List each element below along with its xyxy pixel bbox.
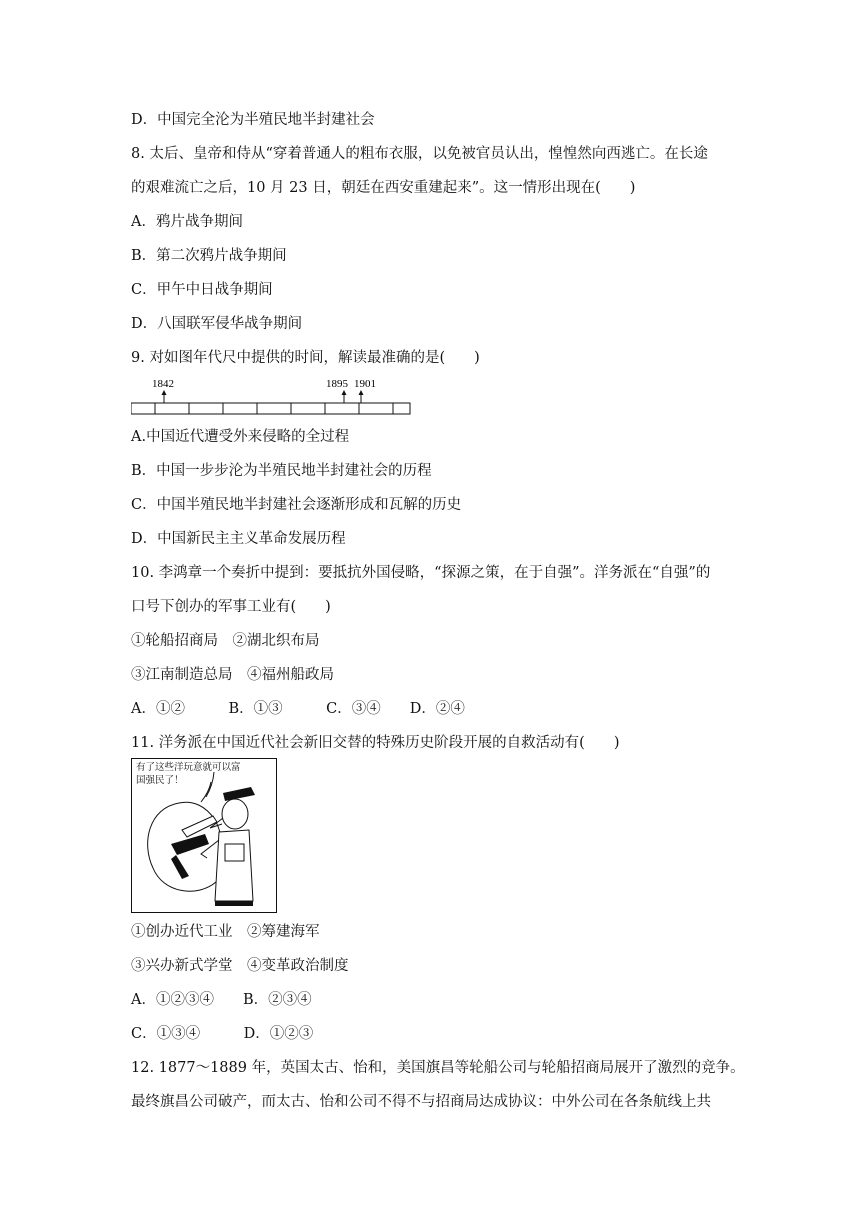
q9-stem: 9. 对如图年代尺中提供的时间，解读最准确的是( ) (131, 350, 480, 366)
q10-item-1-2: ①轮船招商局 ②湖北织布局 (131, 633, 320, 649)
q9-option-d: D．中国新民主主义革命发展历程 (131, 531, 346, 547)
cartoon-figure (131, 758, 277, 913)
timeline-label-1901: 1901 (354, 378, 376, 390)
q12-stem-line1: 12. 1877～1889 年，英国太古、怡和，美国旗昌等轮船公司与轮船招商局展开了激烈的竞争。 (131, 1060, 745, 1076)
q10-options: A．①② B．①③ C．③④ D．②④ (131, 701, 465, 717)
q10-stem-line2: 口号下创办的军事工业有( ) (131, 599, 331, 615)
q8-option-d: D．八国联军侵华战争期间 (131, 316, 303, 332)
q8-option-a: A．鸦片战争期间 (131, 214, 243, 230)
q11-item-3-4: ③兴办新式学堂 ④变革政治制度 (131, 958, 349, 974)
q7-option-d: D．中国完全沦为半殖民地半封建社会 (131, 112, 375, 128)
q12-stem-line2: 最终旗昌公司破产，而太古、怡和公司不得不与招商局达成协议：中外公司在各条航线上共 (131, 1094, 711, 1110)
q8-option-c: C．甲午中日战争期间 (131, 282, 273, 298)
timeline-figure (131, 373, 413, 418)
q9-option-a: A.中国近代遭受外来侵略的全过程 (131, 429, 350, 445)
q11-item-1-2: ①创办近代工业 ②筹建海军 (131, 924, 320, 940)
q8-stem-line1: 8. 太后、皇帝和侍从“穿着普通人的粗布衣服，以免被官员认出，惶惶然向西逃亡。在长途 (131, 146, 708, 162)
timeline-label-1895: 1895 (326, 378, 348, 390)
q10-item-3-4: ③江南制造总局 ④福州船政局 (131, 667, 334, 683)
q11-options-cd: C．①③④ D．①②③ (131, 1026, 314, 1042)
q9-option-b: B．中国一步步沦为半殖民地半封建社会的历程 (131, 463, 432, 479)
q10-stem-line1: 10. 李鸿章一个奏折中提到：要抵抗外国侵略，“探源之策，在于自强”。洋务派在“自强”的 (131, 565, 711, 581)
q8-stem-line2: 的艰难流亡之后，10 月 23 日，朝廷在西安重建起来”。这一情形出现在( ) (131, 180, 636, 196)
timeline-label-1842: 1842 (152, 378, 174, 390)
q9-option-c: C．中国半殖民地半封建社会逐渐形成和瓦解的历史 (131, 497, 462, 513)
q8-option-b: B．第二次鸦片战争期间 (131, 248, 287, 264)
cartoon-caption-line2: 国强民了！ (136, 775, 184, 786)
q11-options-ab: A．①②③④ B．②③④ (131, 992, 312, 1008)
cartoon-caption-line1: 有了这些洋玩意就可以富 (136, 762, 241, 773)
q11-stem: 11. 洋务派在中国近代社会新旧交替的特殊历史阶段开展的自救活动有( ) (131, 735, 620, 751)
